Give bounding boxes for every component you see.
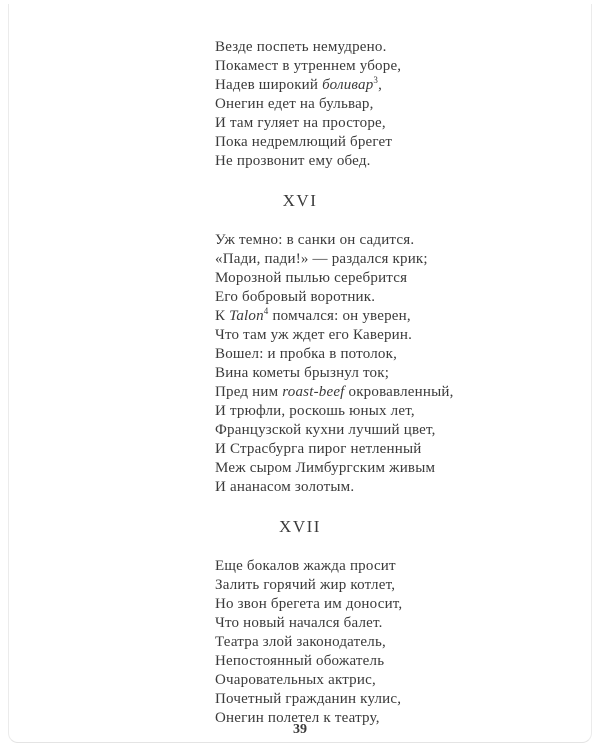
- line-text: Надев широкий: [215, 77, 323, 93]
- line-text: Очаровательных актрис,: [215, 672, 376, 688]
- line-text: Почетный гражданин кулис,: [215, 691, 402, 707]
- line-text: Онегин едет на бульвар,: [215, 96, 374, 112]
- line-text: И ананасом золотым.: [215, 479, 355, 495]
- line-text: Везде поспеть немудрено.: [215, 39, 387, 55]
- poem-line: [215, 133, 600, 152]
- italic-text: боливар: [322, 77, 374, 93]
- poem-line: [215, 231, 600, 250]
- poem-line: [215, 326, 600, 345]
- line-text: Морозной пылью серебрится: [215, 270, 408, 286]
- stanza: [215, 231, 600, 497]
- poem-line: [215, 576, 600, 595]
- poem-line: [215, 421, 600, 440]
- poem-line: [215, 345, 600, 364]
- line-text: Меж сыром Лимбургским живым: [215, 460, 436, 476]
- poem-line: [215, 269, 600, 288]
- line-text: Но звон брегета им доносит,: [215, 596, 403, 612]
- poem-line: [215, 478, 600, 497]
- poem-line: [215, 76, 600, 95]
- line-text: «Пади, пади!» — раздался крик;: [215, 251, 428, 267]
- poem-line: [215, 383, 600, 402]
- poem-line: [215, 402, 600, 421]
- line-text: И Страсбурга пирог нетленный: [215, 441, 422, 457]
- poem-line: [215, 250, 600, 269]
- poem-line: [215, 114, 600, 133]
- line-text: Еще бокалов жажда просит: [215, 558, 396, 574]
- poem-line: [215, 95, 600, 114]
- line-text: Его бобровый воротник.: [215, 289, 376, 305]
- poem-line: [215, 459, 600, 478]
- line-text: Покамест в утреннем уборе,: [215, 58, 402, 74]
- poem-line: [215, 614, 600, 633]
- line-text: Французской кухни лучший цвет,: [215, 422, 436, 438]
- poem-line: [215, 364, 600, 383]
- stanza: [215, 38, 600, 171]
- stanza: [215, 557, 600, 728]
- poem-line: [215, 288, 600, 307]
- line-text: окровавленный,: [344, 384, 454, 400]
- italic-text: roast-beef: [282, 384, 345, 400]
- poem-line: [215, 633, 600, 652]
- poem-line: [215, 557, 600, 576]
- line-text: Театра злой законодатель,: [215, 634, 386, 650]
- line-text: Уж темно: в санки он садится.: [215, 232, 415, 248]
- poem-line: [215, 690, 600, 709]
- poem-line: [215, 57, 600, 76]
- stanza-heading: XVI: [282, 191, 318, 210]
- poem-line: [215, 307, 600, 326]
- line-text: Онегин полетел к театру,: [215, 710, 380, 726]
- line-text: помчался: он уверен,: [268, 308, 411, 324]
- line-text: Вошел: и пробка в потолок,: [215, 346, 398, 362]
- line-text: Что новый начался балет.: [215, 615, 383, 631]
- line-text: К: [215, 308, 230, 324]
- poem-line: [215, 652, 600, 671]
- line-text: ,: [378, 77, 383, 93]
- line-text: Непостоянный обожатель: [215, 653, 385, 669]
- poem-line: [215, 595, 600, 614]
- footnote-marker: 4: [263, 306, 269, 316]
- poem-line: [215, 671, 600, 690]
- page-number: 39: [293, 722, 307, 737]
- line-text: Пока недремлющий брегет: [215, 134, 393, 150]
- footnote-marker: 3: [373, 75, 379, 85]
- poem-line: [215, 440, 600, 459]
- line-text: И там гуляет на просторе,: [215, 115, 386, 131]
- line-text: Что там уж ждет его Каверин.: [215, 327, 413, 343]
- poem-line: [215, 38, 600, 57]
- line-text: Не прозвонит ему обед.: [215, 153, 371, 169]
- poem-content: [0, 38, 600, 728]
- italic-text: Talon: [229, 308, 264, 324]
- line-text: Залить горячий жир котлет,: [215, 577, 396, 593]
- poem-line: [215, 152, 600, 171]
- line-text: Пред ним: [215, 384, 283, 400]
- line-text: Вина кометы брызнул ток;: [215, 365, 390, 381]
- stanza-heading: XVII: [279, 517, 321, 536]
- line-text: И трюфли, роскошь юных лет,: [215, 403, 415, 419]
